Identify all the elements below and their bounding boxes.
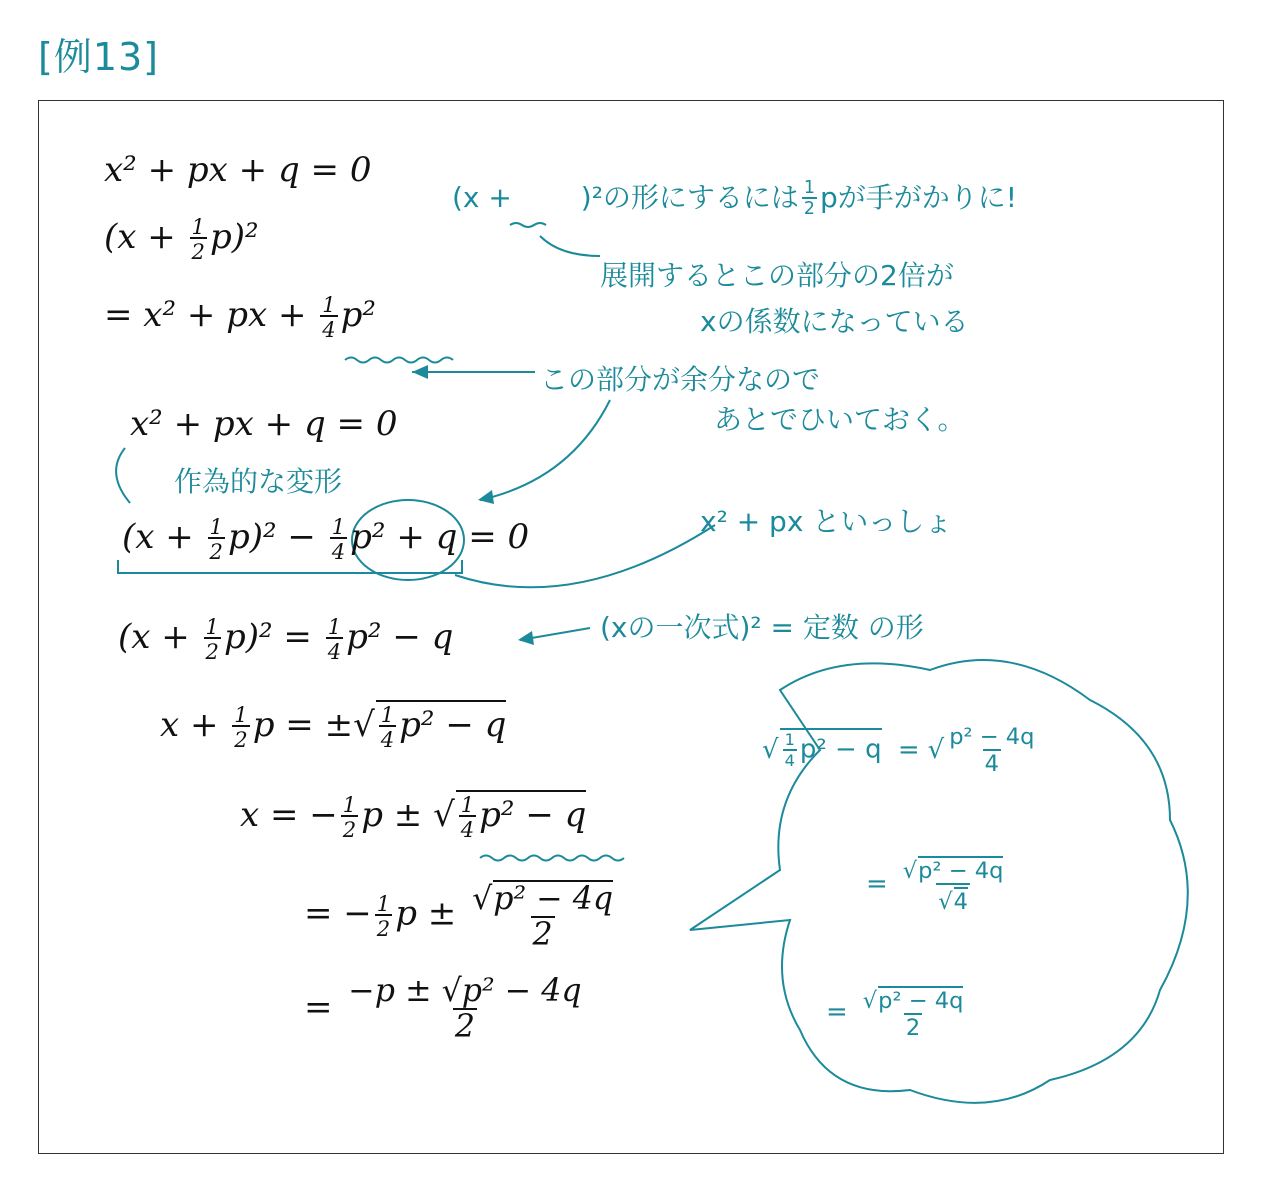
note-transform: 作為的な変形 [174, 465, 343, 498]
step-1: x² + px + q = 0 [104, 150, 372, 190]
note-form: (xの一次式)² = 定数 の形 [600, 611, 924, 644]
squiggle-1 [510, 223, 546, 227]
note-extra-line1: この部分が余分なので [540, 363, 821, 396]
arrow-2-head [412, 365, 428, 379]
step-8: x = − $\frac{1}{2}$ p ± √ $\frac{1}{4}$ p² − q [240, 792, 587, 843]
step-10: = $\frac{\text{−p ± √p² − 4q}}{2}$ [304, 973, 582, 1045]
bubble-line-2: = $\frac{\text{√p² − 4q}}{√4}$ [866, 858, 1004, 915]
squiggle-3 [480, 856, 624, 861]
curved-arrow-left [116, 448, 130, 503]
squiggle-2 [345, 358, 453, 363]
bubble-line-1: √ $\frac{1}{4}$ p² − q = √ $\frac{\text{p² − 4q}}{4}$ [762, 724, 1035, 777]
note-same: x² + px といっしょ [700, 505, 953, 538]
example-title: [例13] [38, 35, 160, 79]
note-expand-line1: 展開するとこの部分の2倍が [600, 259, 954, 292]
arrow-1 [540, 236, 600, 256]
step-5: (x + $\frac{1}{2}$ p)² − $\frac{1}{4}$ p² + q = 0 [122, 514, 530, 565]
step-2: (x + $\frac{1}{2}$ p)² [104, 214, 259, 265]
note-hint: (x + )²の形にするには $\frac{1}{2}$ pが手がかりに! [452, 177, 1017, 219]
step-3: = x² + px + $\frac{1}{4}$ p² [104, 292, 377, 343]
step-9: = − $\frac{1}{2}$ p ± $\frac{\text{√p² − 4q}}{2}$ [304, 881, 614, 953]
arrow-4-head [518, 631, 534, 645]
arrow-3 [480, 400, 610, 500]
step-6: (x + $\frac{1}{2}$ p)² = $\frac{1}{4}$ p² − q [118, 614, 454, 665]
note-extra-line2: あとでひいておく。 [714, 403, 966, 436]
arrow-3-head [478, 490, 494, 504]
step-4: x² + px + q = 0 [130, 404, 398, 444]
note-expand-line2: xの係数になっている [700, 305, 969, 338]
bubble-line-3: = $\frac{\text{√p² − 4q}}{2}$ [826, 988, 964, 1041]
step-7: x + $\frac{1}{2}$ p = ±√ $\frac{1}{4}$ p² − q [160, 702, 507, 753]
